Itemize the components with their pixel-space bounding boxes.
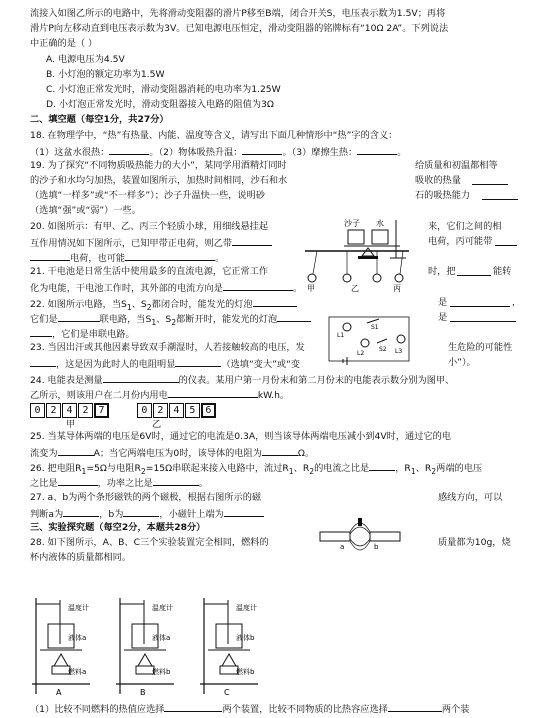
question-28: 杯内液体的质量都相同。 [30,552,132,564]
question-20: 20. 如图所示：有甲、乙、丙三个轻质小球，用细线悬挂起 来，它们之间的相 [30,220,502,232]
exam-page [30,8,520,568]
ball-jia [308,274,316,282]
svg-text:A: A [56,688,62,697]
answer-blank[interactable] [30,251,70,261]
svg-text:b: b [374,543,379,551]
answer-blank[interactable] [450,312,516,322]
flame-icon [138,654,152,666]
svg-text:L3: L3 [395,348,403,355]
magnet-b [370,532,400,541]
question-28: 28. 如下图所示，A、B、C三个实验装置完全相同，燃料的 质量都为10g，烧 [30,537,511,549]
option-a: A. 电源电压为4.5V [46,53,125,65]
svg-text:a: a [340,543,345,551]
svg-text:丙: 丙 [393,284,401,292]
answer-blank[interactable] [153,476,199,486]
question-25: 25. 当某导体两端的电压是6V时，通过它的电流是0.3A，则当该导体两端电压减小到4V时，通过它的电 [30,430,451,442]
question-24: 24. 电能表是测量 的仪表。某用户第一月份末和第二月份末的电能表示数分别为图甲、 [30,374,455,386]
magnet-field-figure [318,516,402,558]
question-23: 23. 当因出汗或其他因素导致双手潮湿时，人若接触较高的电压，发 生危险的可能性 [30,342,513,354]
answer-blank[interactable] [224,507,264,517]
meter-row [30,403,520,419]
question-19: 19. 为了探究“不同物质吸热能力的大小”，某同学用酒精灯同时 给质量和初温都相等 [30,159,498,171]
lamp-l2 [361,339,369,347]
svg-text:C: C [224,688,230,697]
answer-blank[interactable] [262,446,298,456]
question-21: 化为电能，干电池工作时，其外部的电流方向是 。 [30,283,303,295]
answer-blank[interactable] [277,312,311,322]
svg-text:甲: 甲 [307,284,315,292]
answer-blank[interactable] [223,281,293,291]
answer-blank[interactable] [168,388,258,398]
question-21: 21. 干电池是日常生活中使用最多的直流电源，它正常工作 时，把 能转 [30,266,512,278]
circuit-figure [325,313,413,365]
answer-blank[interactable] [482,190,518,200]
question-24: 乙所示，则该用户在二月份内用电 kW.h。 [30,389,290,401]
answer-blank[interactable] [175,357,221,367]
ball-bing [373,274,381,282]
option-d: D. 小灯泡正常发光时，滑动变阻器接入电路的阻值为3Ω [46,99,274,111]
question-19: （选填“一样多”或“不一样多”）；沙子升温快一些，说明砂 石的吸热能力 [30,190,520,205]
answer-blank[interactable] [58,476,98,486]
answer-blank[interactable] [457,266,491,276]
answer-blank[interactable] [495,236,517,246]
svg-text:L2: L2 [357,350,365,357]
svg-text:液体b: 液体b [236,634,255,642]
svg-text:液体a: 液体a [68,634,87,642]
meter-yi: 0 2 4 5 6 [137,403,216,418]
water-label: 水 [376,219,384,228]
apparatus-a [32,598,90,697]
section-heading: 二、填空题（每空1分，共27分） [30,114,169,126]
answer-blank[interactable] [58,446,94,456]
question-26: 之比是 ，功率之比是 。 [30,478,208,490]
question-19: （选填“强”或“弱”）一些。 [30,205,141,217]
fuel-comparison-figure [30,594,280,698]
answer-blank[interactable] [30,327,52,337]
svg-text:S1: S1 [371,324,379,331]
svg-text:燃料b: 燃料b [152,668,171,676]
answer-blank[interactable] [253,297,297,307]
question-25: 流变为 A；当它两端电压为0时，该导体的电阻为 Ω。 [30,448,315,460]
svg-text:燃料a: 燃料a [68,668,87,676]
lamp-l1 [343,323,351,331]
question-27: 27. a、b为两个条形磁铁的两个磁极，根据右图所示的磁 感线方向，可以 [30,491,503,503]
sand-beaker [348,230,364,244]
svg-text:乙: 乙 [351,284,359,292]
answer-blank[interactable] [450,297,510,307]
question-28-part-1: （1）比较不同燃料的热值应选择 两个装置，比较不同物质的比热容应选择 两个装 [30,704,470,715]
water-beaker [372,230,388,244]
question-19: 的沙子和水均匀加热，装置如图所示，加热时间相同，沙石和水 吸收的热量 [30,175,520,190]
text-line: 中正确的是（ ） [30,38,98,50]
compass-needle-icon [358,518,362,526]
answer-blank[interactable] [103,373,179,383]
question-20: 电荷，也可能 。 [30,251,520,266]
apparatus-c [200,598,258,697]
svg-text:S2: S2 [379,346,387,353]
flame-icon [54,654,68,666]
meter-labels: 甲 乙 [66,418,162,430]
answer-blank[interactable] [369,461,395,471]
svg-text:液体a: 液体a [152,634,171,642]
question-22: 它们是 联电路，当$S_1$、$S_2$都断开时，能发光的灯泡 是 [30,312,520,327]
question-23: ，这是因为此时人的电阻明显 （选填“变大”或“变 小”）。 [30,357,520,372]
sand-label: 沙子 [344,219,360,228]
question-22: 22. 如图所示电路，当$S_1$、$S_2$都闭合时，能发光的灯泡 是 ， [30,296,522,312]
meter-jia: 0 2 4 2 7 [30,403,109,418]
question-18: 18. 在物理学中，“热”有热量、内能、温度等含义，请写出下面几种情形中“热”字的含义： [30,129,398,141]
answer-blank[interactable] [242,145,282,155]
option-b: B. 小灯泡的额定功率为1.5W [46,68,165,80]
svg-text:温度计: 温度计 [236,604,257,612]
answer-blank[interactable] [30,357,56,367]
answer-blank[interactable] [123,507,159,517]
apparatus-b [116,598,174,697]
answer-blank[interactable] [232,236,272,246]
svg-text:B: B [140,688,146,697]
answer-blank[interactable] [125,251,215,261]
question-26: 26. 把电阻$R_1=5\Omega$与电阻$R_2=15\Omega$串联起来接入电路中，流过$R_1$、$R_2$的电流之比是 ，$R_1$、$R_2$两端的电压 [30,463,483,477]
answer-blank[interactable] [63,507,99,517]
svg-text:燃料b: 燃料b [236,668,255,676]
answer-blank[interactable] [164,702,222,712]
text-line: 流接入如图乙所示的电路中，先将滑动变阻器的滑片P移至B端，闭合开关S，电压表示数为1.5V；再将 [30,8,446,19]
question-18-parts: （1）这盆水很热： 。（2）物体吸热升温： 。（3）摩擦生热： 。 [30,146,407,158]
text-line: 滑片P向左移动直到电压表示数为3V。已知电源电压恒定，滑动变阻器的铭牌标有“10Ω 2A”。下列说法 [30,23,449,35]
question-27: 判断a为 ，b为 ，小磁针上端为 [30,507,520,522]
option-c: C. 小灯泡正常发光时，滑动变阻器消耗的电功率为1.25W [46,83,281,95]
question-20: 互作用情况如下图所示，已知甲带正电荷，则乙带 电荷，丙可能带 [30,236,520,251]
suspended-balls-figure [305,248,415,292]
answer-blank[interactable] [58,312,100,322]
lamp-l3 [397,335,405,343]
magnet-a [320,532,350,541]
ball-bing-2 [395,274,403,282]
ball-yi [343,274,351,282]
answer-blank[interactable] [357,145,397,155]
answer-blank[interactable] [109,145,149,155]
svg-text:温度计: 温度计 [68,604,89,612]
flame-icon [222,654,236,666]
answer-blank[interactable] [388,702,442,712]
answer-blank[interactable] [472,175,508,185]
question-22: ，它们是串联电路。 [30,327,520,342]
section-heading: 三、实验探究题（每空2分，本题共28分） [30,522,206,533]
svg-text:L1: L1 [337,332,345,339]
svg-text:温度计: 温度计 [152,604,173,612]
